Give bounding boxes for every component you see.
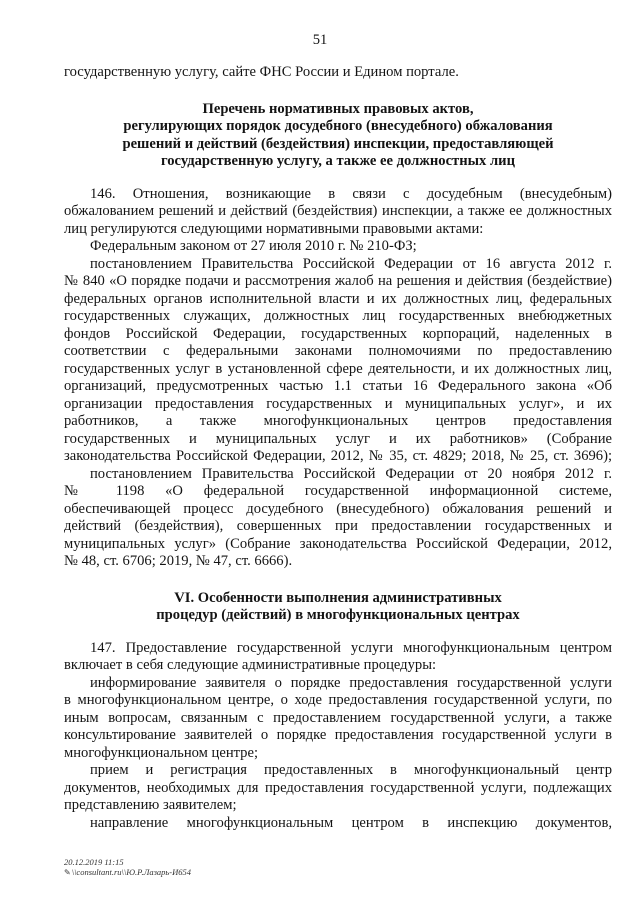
paragraph-line: соответствии с федеральными законами полномочиями по предоставлению [64,343,612,359]
paragraph-line: организации предоставления государственных и муниципальных услуг», и их [64,395,612,412]
document-footer [64,857,191,878]
heading-line: регулирующих порядок досудебного (внесудебного) обжалования [123,118,553,134]
paragraph-line: государственных услуг в установленной сфере деятельности, и их должностных лиц, [64,360,612,377]
paragraph-line: № 1198 «О федеральной государственной информационной системе, [64,483,612,499]
heading-line: решений и действий (бездействия) инспекции, предоставляющей [122,135,554,152]
section-146 [64,186,612,571]
paragraph-line: консультирование заявителей о порядке предоставления государственной услуги в [64,727,612,743]
paragraph-line: лиц регулируются следующими нормативными правовыми актами: [64,220,484,237]
section-147 [64,640,612,833]
intro-line: государственную услугу, сайте ФНС России и Едином портале. [64,64,459,80]
paragraph-line: фондов Российской Федерации, государственных корпораций, наделенных в [64,325,612,342]
paragraph-line: муниципальных услуг» (Собрание законодательства Российской Федерации, 2012, [64,535,612,552]
paragraph-line: организаций, предусмотренных частью 1.1 статьи 16 Федерального закона «Об [64,378,612,394]
heading-section-vi [64,590,612,625]
heading-normative-acts [64,101,612,171]
paragraph-line: Федеральным законом от 27 июля 2010 г. № 210-ФЗ; [90,238,417,254]
paragraph-line: включает в себя следующие административные процедуры: [64,657,437,673]
document-body [64,64,612,832]
paragraph-line: в многофункциональном центре, о ходе предоставления государственной услуги, по [64,692,612,708]
heading-line: процедур (действий) в многофункциональных центрах [156,607,520,623]
paragraph-line: прием и регистрация предоставленных в многофункциональный центр [90,762,612,778]
paragraph-line: государственных служащих, должностных лиц государственных внебюджетных [64,308,612,324]
paragraph-line: 146. Отношения, возникающие в связи с досудебным (внесудебным) [90,185,612,202]
paragraph-line: информирование заявителя о порядке предоставления государственной услуги [90,674,612,691]
paragraph-line: № 48, ст. 6706; 2019, № 47, ст. 6666). [64,553,293,569]
heading-line: государственную услугу, а также ее должностных лиц [161,153,515,169]
paragraph-line: действий (бездействия), совершенных при предоставлении государственных и [64,518,612,534]
paragraph-line: 147. Предоставление государственной услуги многофункциональным центром [90,639,612,656]
paragraph-line: обжалованием решений и действий (бездействия) инспекции, а также ее должностных [64,203,612,219]
paragraph-line: многофункциональном центре; [64,744,259,761]
paragraph-line: документов, необходимых для предоставления государственной услуги, подлежащих [64,779,612,796]
paragraph-line: постановлением Правительства Российской Федерации от 16 августа 2012 г. [90,255,612,272]
footer-path-line [64,867,191,878]
heading-line: VI. Особенности выполнения административных [174,589,502,606]
paragraph-line: представлению заявителем; [64,797,237,813]
paragraph-line: государственных и муниципальных услуг и их работников» (Собрание [64,430,612,447]
paragraph-line: постановлением Правительства Российской Федерации от 20 ноября 2012 г. [90,465,612,482]
paragraph-line: федеральных органов исполнительной власти и их должностных лиц, федеральных [64,290,612,307]
paragraph-line: направление многофункциональным центром в инспекцию документов, [90,814,612,831]
footer-date: 20.12.2019 11:15 [64,857,124,867]
paragraph-line: иным вопросам, связанным с предоставлением государственной услуги, а также [64,709,612,726]
page-number: 51 [312,32,328,48]
heading-line: Перечень нормативных правовых актов, [202,100,474,117]
paragraph-line: № 840 «О порядке подачи и рассмотрения жалоб на решения и действия (бездействие) [64,273,612,289]
paragraph-line: работников, а также многофункциональных центров предоставления [64,413,612,429]
paragraph-line: законодательства Российской Федерации, 2012, № 35, ст. 4829; 2018, № 25, ст. 3696); [64,448,612,464]
edit-file-icon: ✎ [64,868,71,877]
paragraph-line: обеспечивающей процесс досудебного (внесудебного) обжалования решений и [64,500,612,517]
footer-path: \\consultant.ru\\Ю.Р.Лазарь-И654 [71,867,192,877]
